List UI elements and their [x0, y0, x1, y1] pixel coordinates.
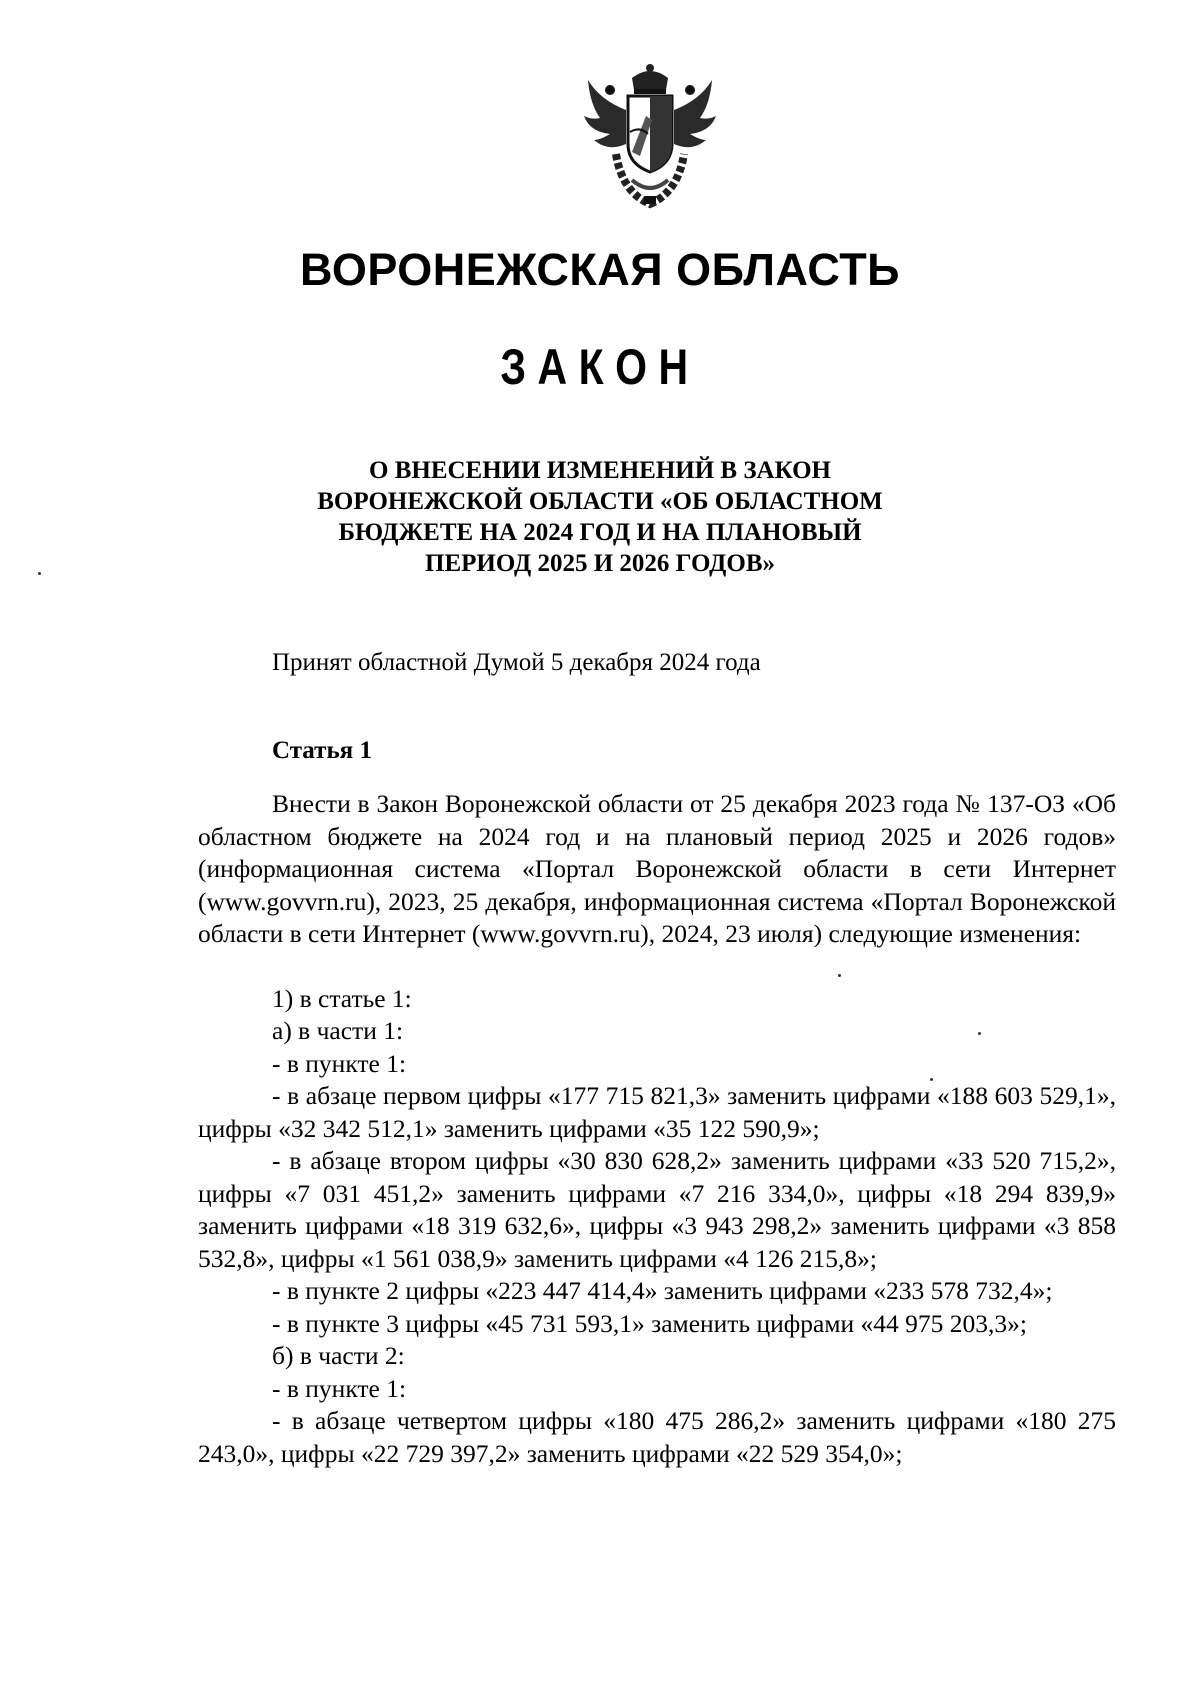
scan-speck: [838, 974, 841, 977]
article-intro: Внести в Закон Воронежской области от 25 декабря 2023 года № 137-ОЗ «Об областном бюджете на 2024 год и на плановый период 2025 и 2026 годов» (информационная система «Портал Воронежской области в сети Интернет (www.govvrn.ru), 2023, 25 декабря, информационная система «Портал Воронежской области в сети Интернет (www.govvrn.ru), 2024, 23 июля) следующие изменения:: [198, 789, 1116, 948]
amendment-item: б) в части 2:: [272, 1341, 405, 1370]
amendment-item: а) в части 1:: [272, 1016, 404, 1045]
amendment-item: - в абзаце четвертом цифры «180 475 286,2» заменить цифрами «180 275 243,0», цифры «22 729 397,2» заменить цифрами «22 529 354,0»;: [198, 1406, 1116, 1468]
region-name: ВОРОНЕЖСКАЯ ОБЛАСТЬ: [299, 244, 901, 295]
amendment-item: - в пункте 3 цифры «45 731 593,1» заменить цифрами «44 975 203,3»;: [272, 1308, 1027, 1338]
amendment-item: - в пункте 1:: [272, 1373, 407, 1403]
law-title-line: ПЕРИОД 2025 И 2026 ГОДОВ»: [425, 550, 775, 577]
amendment-item: - в пункте 1:: [272, 1048, 407, 1078]
voronezh-coat-of-arms-icon: [570, 60, 730, 210]
law-title-line: О ВНЕСЕНИИ ИЗМЕНЕНИЙ В ЗАКОН: [369, 457, 831, 484]
amendment-item: 1) в статье 1:: [272, 983, 412, 1013]
scan-speck: [978, 1032, 981, 1035]
amendment-item: - в абзаце первом цифры «177 715 821,3» заменить цифрами «188 603 529,1», цифры «32 342 512,1» заменить цифрами «35 122 590,9»;: [198, 1081, 1116, 1143]
document-type: ЗАКОН: [500, 339, 700, 395]
scan-speck: [38, 572, 41, 575]
law-title-line: БЮДЖЕТЕ НА 2024 ГОД И НА ПЛАНОВЫЙ: [338, 519, 862, 546]
article-body: [198, 788, 1116, 1470]
scan-speck: [930, 1078, 933, 1081]
law-title-line: ВОРОНЕЖСКОЙ ОБЛАСТИ «ОБ ОБЛАСТНОМ: [317, 488, 883, 515]
article-heading: Статья 1: [272, 737, 372, 764]
amendment-item: - в пункте 2 цифры «223 447 414,4» заменить цифрами «233 578 732,4»;: [272, 1276, 1053, 1305]
amendment-item: - в абзаце втором цифры «30 830 628,2» заменить цифрами «33 520 715,2», цифры «7 031 451,2» заменить цифрами «7 216 334,0», цифры «18 294 839,9» заменить цифрами «18 319 632,6», цифры «3 943 298,2» заменить цифрами «3 858 532,8», цифры «1 561 038,9» заменить цифрами «4 126 215,8»;: [198, 1146, 1116, 1273]
adoption-date: Принят областной Думой 5 декабря 2024 года: [272, 649, 761, 676]
law-title: [270, 455, 930, 579]
